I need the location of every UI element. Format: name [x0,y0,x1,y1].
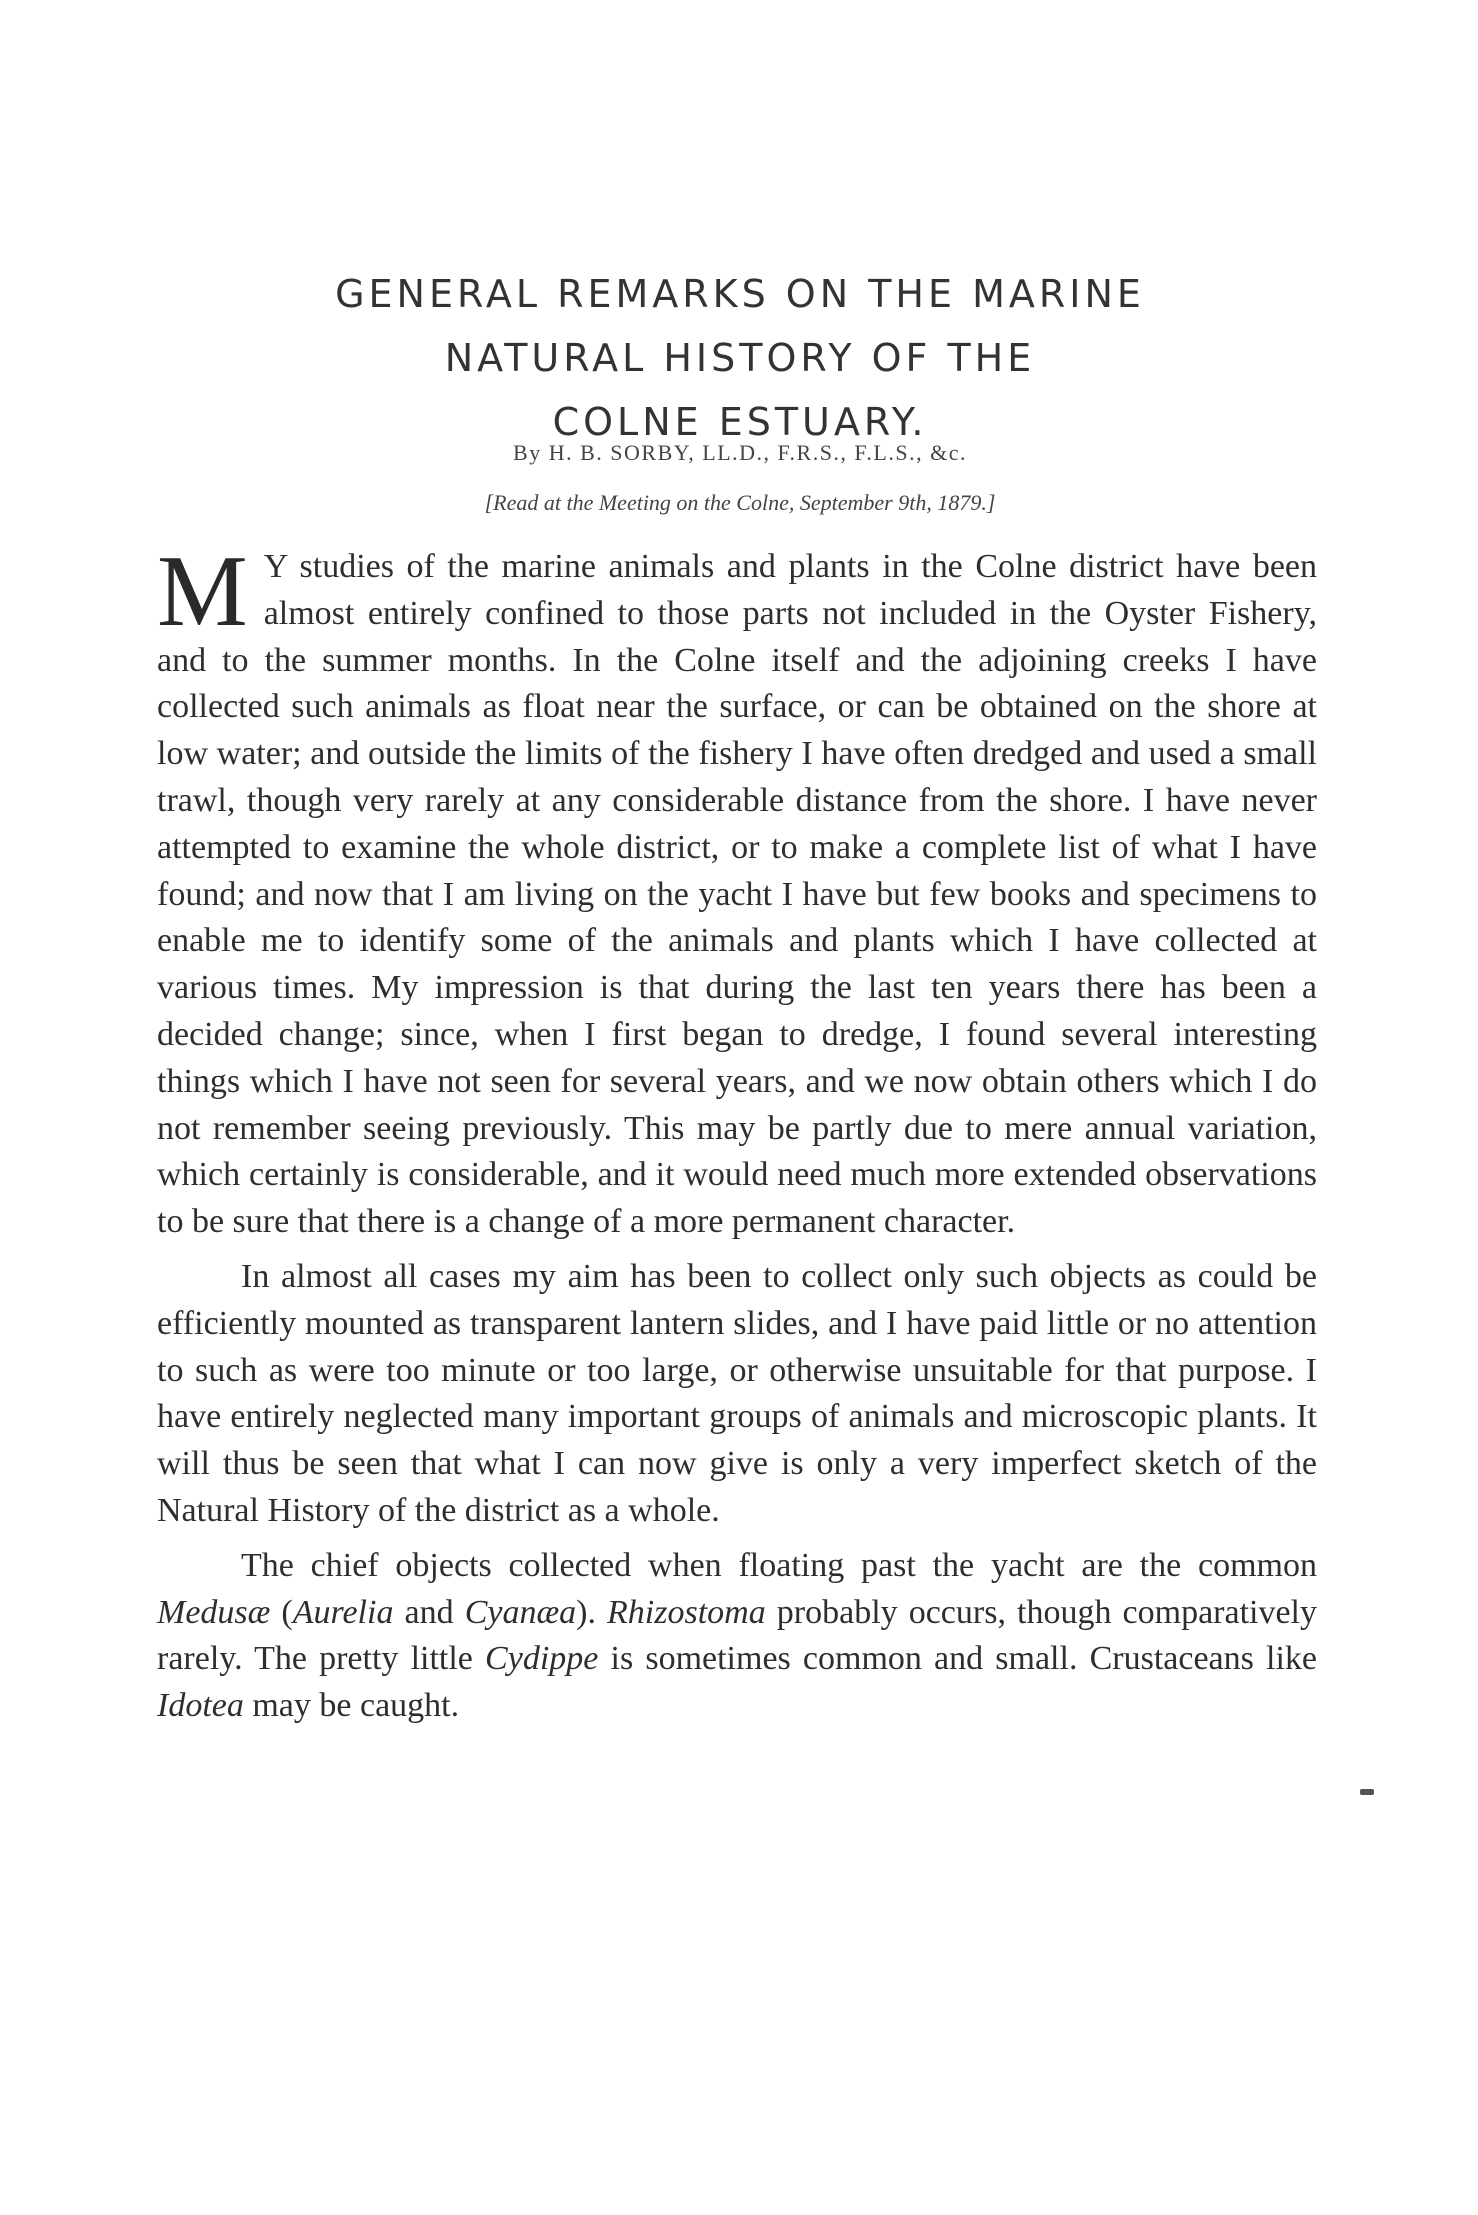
paragraph-3-text-3: and [393,1593,465,1631]
paragraph-3-text-2: ( [270,1593,293,1631]
term-cydippe: Cydippe [485,1640,599,1678]
article-body [157,535,1318,1730]
drop-cap: M [157,535,248,648]
term-rhizostoma: Rhizostoma [607,1593,766,1631]
term-idotea: Idotea [157,1687,244,1725]
read-note: [Read at the Meeting on the Colne, September 9th, 1879.] [484,490,996,515]
title-line-1: GENERAL REMARKS ON THE MARINE [335,272,1145,316]
article-title [150,262,1330,454]
title-line-2: NATURAL HISTORY OF THE [444,336,1036,380]
paragraph-1 [157,535,1317,1246]
paragraph-2: In almost all cases my aim has been to collect only such objects as could be efficiently mounted as transparent lantern slides, and I have paid little or no attention to such as were too minute or too large, or otherwise unsuitable for that purpose. I have entirely neglected many important groups of animals and microscopic plants. It will thus be seen that what I can now give is only a very imperfect sketch of the Natural History of the district as a whole. [157,1257,1317,1529]
paragraph-3 [157,1543,1317,1730]
paragraph-3-text-5: probably occurs, though comparatively rarely. The pretty little [157,1593,1317,1678]
author-byline: By H. B. SORBY, LL.D., F.R.S., F.L.S., &c. [513,440,967,465]
page-ink-mark [1360,1789,1374,1795]
paragraph-3-text-6: is sometimes common and small. Crustaceans like [598,1640,1318,1678]
paragraph-1-text: Y studies of the marine animals and plants in the Colne district have been almost entirely confined to those parts not included in the Oyster Fishery, and to the summer months. In the Colne itself and the adjoining creeks I have collected such animals as float near the surface, or can be obtained on the shore at low water; and outside the limits of the fishery I have often dredged and used a small trawl, though very rarely at any considerable distance from the shore. I have never attempted to examine the whole district, or to make a complete list of what I have found; and now that I am living on the yacht I have but few books and specimens to enable me to identify some of the animals and plants which I have collected at various times. My impression is that during the last ten years there has been a decided change; since, when I first began to dredge, I found several interesting things which I have not seen for several years, and we now obtain others which I do not remember seeing previously. This may be partly due to mere annual variation, which certainly is considerable, and it would need much more extended observations to be sure that there is a change of a more permanent character. [157,548,1317,1241]
term-medusae: Medusæ [157,1593,271,1631]
title-line-3: COLNE ESTUARY. [552,400,928,444]
paragraph-3-text-1: The chief objects collected when floating past the yacht are the common [241,1546,1317,1584]
paragraph-3-text-7: may be caught. [243,1687,460,1725]
paragraph-3-text-4: ). [576,1593,608,1631]
term-aurelia: Aurelia [292,1593,394,1631]
term-cyanaea: Cyanæa [464,1593,577,1631]
